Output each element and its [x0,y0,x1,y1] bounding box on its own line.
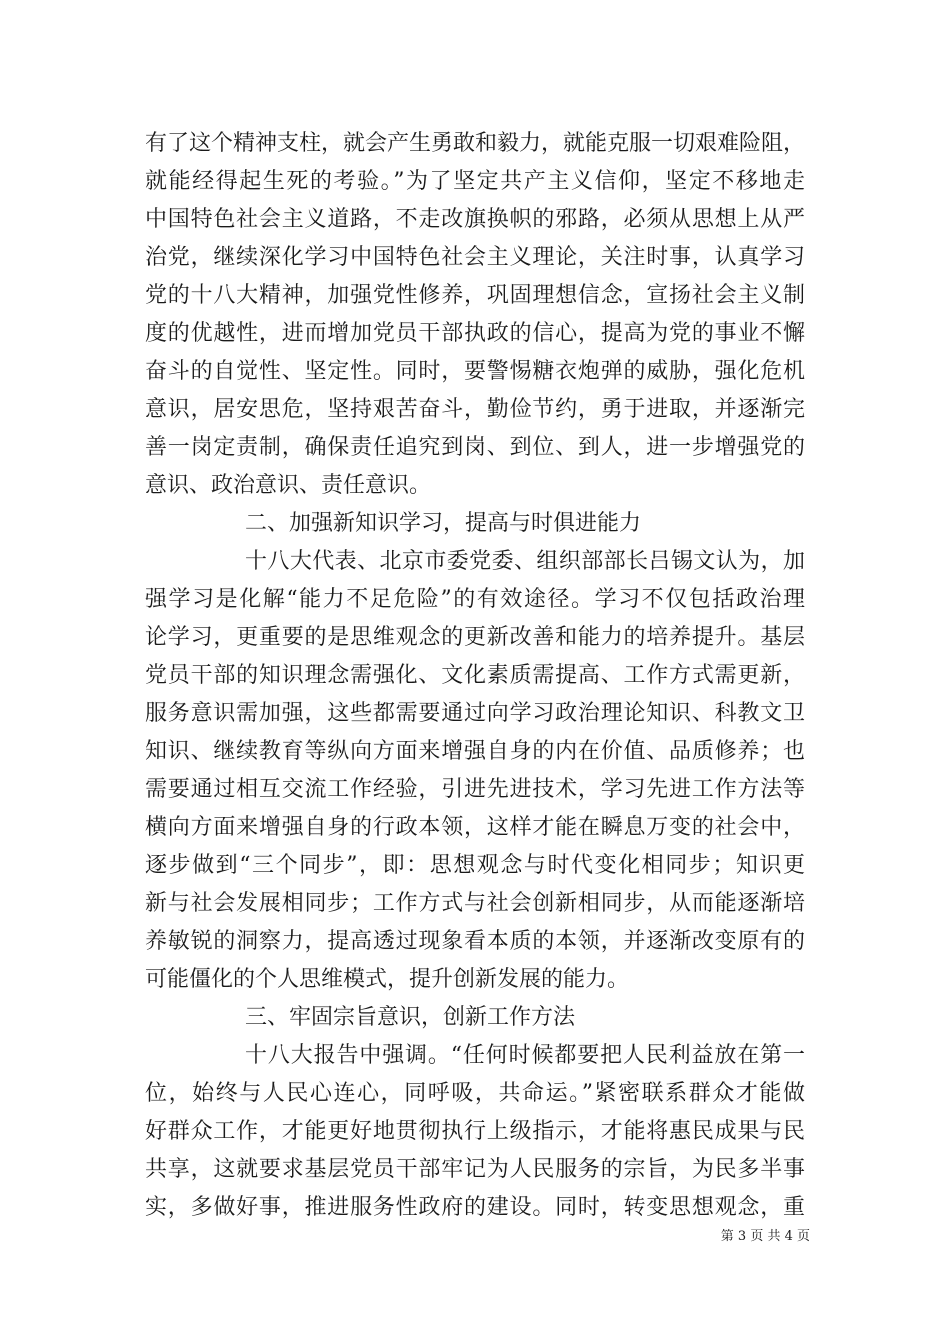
text-line: 实，多做好事，推进服务性政府的建设。同时，转变思想观念，重 [145,1195,805,1220]
text-line: 十八大报告中强调。“任何时候都要把人民利益放在第一 [245,1043,805,1068]
text-line: 十八大代表、北京市委党委、组织部部长吕锡文认为，加 [245,549,805,574]
text-line: 党员干部的知识理念需强化、文化素质需提高、工作方式需更新， [145,663,805,688]
text-line: 横向方面来增强自身的行政本领，这样才能在瞬息万变的社会中， [145,815,805,840]
text-line: 新与社会发展相同步；工作方式与社会创新相同步，从而能逐渐培 [145,891,805,916]
text-line: 就能经得起生死的考验。”为了坚定共产主义信仰，坚定不移地走 [145,169,805,194]
text-line: 养敏锐的洞察力，提高透过现象看本质的本领，并逐渐改变原有的 [145,929,805,954]
text-line: 中国特色社会主义道路，不走改旗换帜的邪路，必须从思想上从严 [145,207,805,232]
text-line: 善一岗定责制，确保责任追究到岗、到位、到人，进一步增强党的 [145,435,805,460]
text-line: 需要通过相互交流工作经验，引进先进技术，学习先进工作方法等 [145,777,805,802]
text-line: 共享，这就要求基层党员干部牢记为人民服务的宗旨，为民多半事 [145,1157,805,1182]
text-line: 可能僵化的个人思维模式，提升创新发展的能力。 [145,967,630,992]
text-line: 治党，继续深化学习中国特色社会主义理论，关注时事，认真学习 [145,245,805,270]
text-line: 意识，居安思危，坚持艰苦奋斗，勤俭节约，勇于进取，并逐渐完 [145,397,805,422]
text-line: 度的优越性，进而增加党员干部执政的信心，提高为党的事业不懈 [145,321,805,346]
text-line: 好群众工作，才能更好地贯彻执行上级指示，才能将惠民成果与民 [145,1119,805,1144]
text-line: 意识、政治意识、责任意识。 [145,473,432,498]
text-line: 知识、继续教育等纵向方面来增强自身的内在价值、品质修养；也 [145,739,805,764]
text-line: 有了这个精神支柱，就会产生勇敢和毅力，就能克服一切艰难险阻， [145,131,805,156]
text-line: 奋斗的自觉性、坚定性。同时，要警惕糖衣炮弹的威胁，强化危机 [145,359,805,384]
text-line: 位，始终与人民心连心，同呼吸，共命运。”紧密联系群众才能做 [145,1081,805,1106]
section-heading: 三、牢固宗旨意识，创新工作方法 [245,1005,576,1030]
text-line: 论学习，更重要的是思维观念的更新改善和能力的培养提升。基层 [145,625,805,650]
text-line: 逐步做到“三个同步”，即：思想观念与时代变化相同步；知识更 [145,853,805,878]
text-line: 服务意识需加强，这些都需要通过向学习政治理论知识、科教文卫 [145,701,805,726]
text-line: 党的十八大精神，加强党性修养，巩固理想信念，宣扬社会主义制 [145,283,805,308]
page-indicator: 第 3 页 共 4 页 [720,1229,810,1244]
text-line: 强学习是化解“能力不足危险”的有效途径。学习不仅包括政治理 [145,587,805,612]
section-heading: 二、加强新知识学习，提高与时俱进能力 [245,511,642,536]
